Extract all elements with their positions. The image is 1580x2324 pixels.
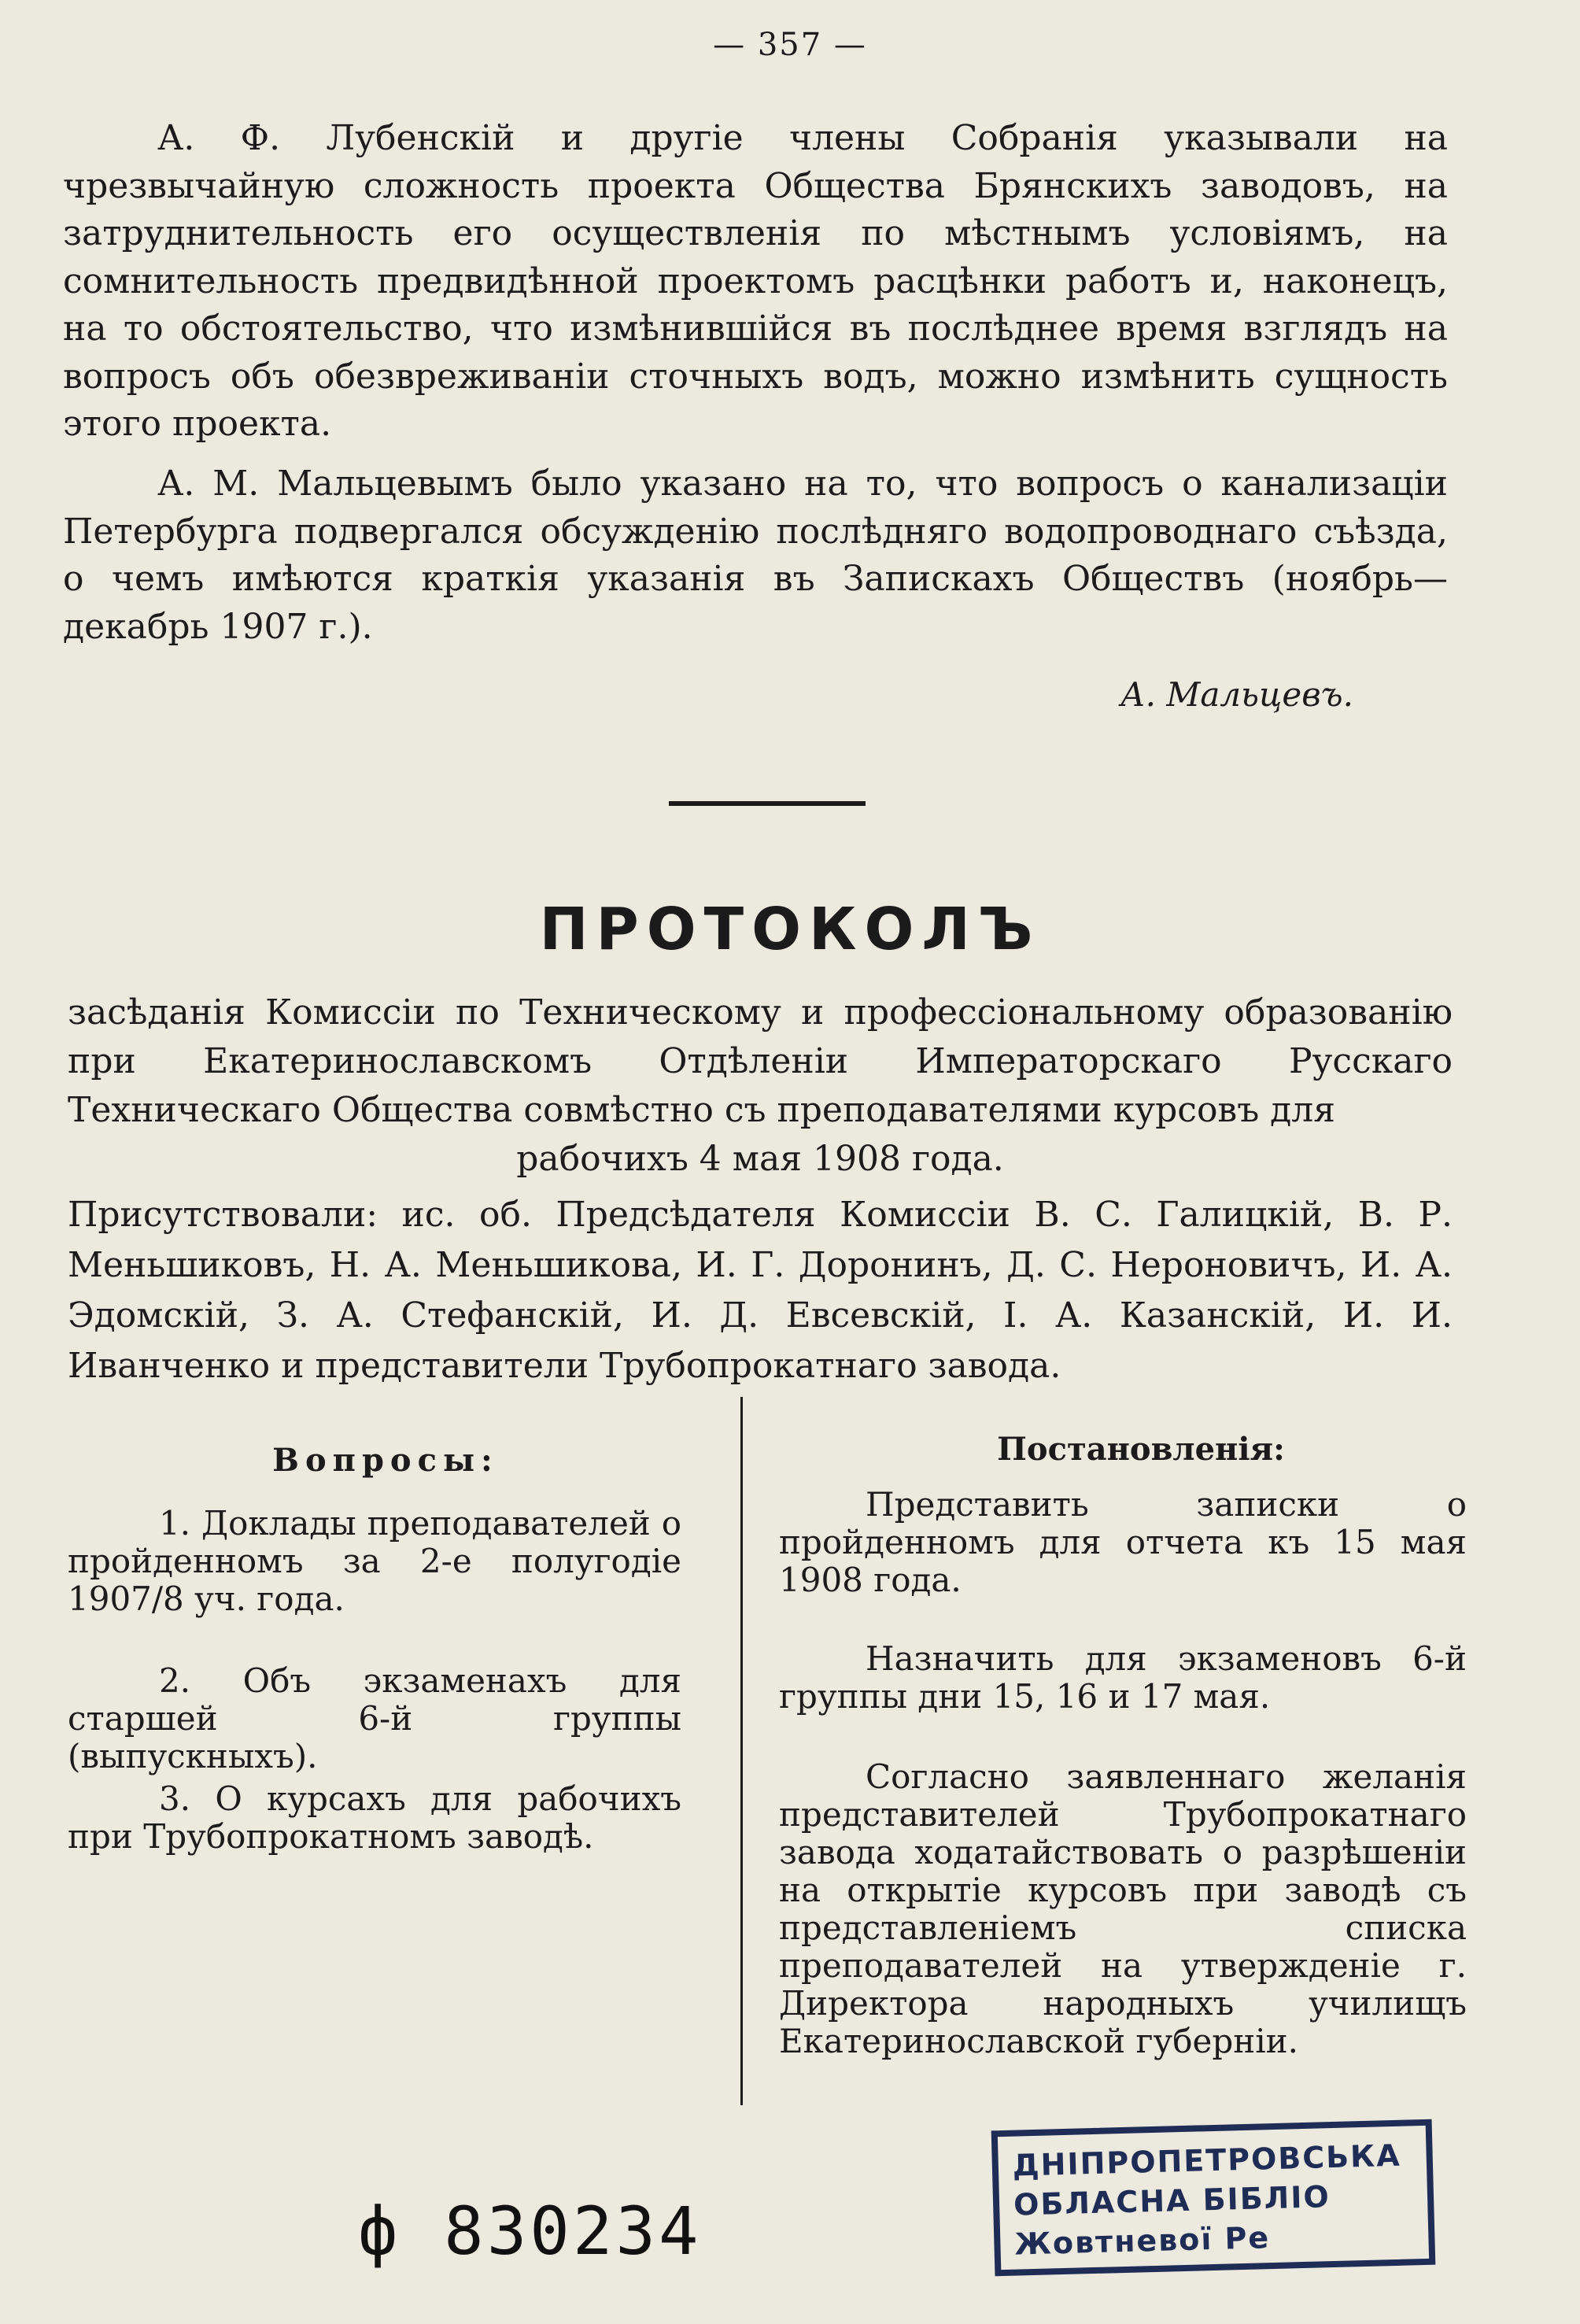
protocol-subtitle-date: рабочихъ 4 мая 1908 года. [516,1139,1004,1179]
questions-heading: Вопросы: [272,1442,499,1479]
question-item: 1. Доклады преподавателей о пройденномъ за 2-е полугодіе 1907/8 уч. года. [68,1504,681,1618]
page-number: — 357 — [713,27,867,63]
protocol-title: ПРОТОКОЛЪ [539,896,1041,963]
paragraph-lubensky: А. Ф. Лубенскій и другіе члены Собранія указывали на чрезвычайную сложность проекта Общества Брянскихъ заводовъ, на затруднительность его осуществленія по мѣстнымъ условіямъ, на сомнительность предвидѣнной проектомъ расцѣнки работъ и, наконецъ, на то обстоятельство, что измѣнившійся въ послѣднее время взглядъ на вопросъ объ обезвреживаніи сточныхъ водъ, можно измѣнить сущность этого проекта. [63,118,1448,444]
decision-item: Назначить для экзаменовъ 6-й группы дни 15, 16 и 17 мая. [779,1639,1467,1716]
column-divider [740,1397,743,2105]
decisions-heading: Постановленія: [997,1431,1285,1468]
protocol-subtitle [68,988,1453,1184]
inventory-number: ф 830234 [358,2193,702,2270]
question-item: 3. О курсахъ для рабочихъ при Трубопрокатномъ заводѣ. [68,1779,681,1856]
stamp-line: ДНІПРОПЕТРОВСЬКА [1012,2137,1402,2183]
attendees: Присутствовали: ис. об. Предсѣдателя Комиссіи В. С. Галицкій, В. Р. Меньшиковъ, Н. А. Меньшикова, И. Г. Доронинъ, Д. С. Нероновичъ, И. А. Эдомскій, З. А. Стефанскій, И. Д. Евсевскій, І. А. Казанскій, И. И. Иванченко и представители Трубопрокатнаго завода. [68,1195,1453,1386]
stamp-line: ОБЛАСНА БІБЛІО [1013,2179,1331,2222]
decision-item: Представить записки о пройденномъ для отчета къ 15 мая 1908 года. [779,1485,1467,1599]
protocol-subtitle-main: засѣданія Комиссіи по Техническому и профессіональному образованію при Екатеринославскомъ Отдѣленіи Императорскаго Русскаго Техническаго Общества совмѣстно съ преподавателями курсовъ для [68,992,1453,1130]
stamp-line: Жовтневої Ре [1013,2220,1271,2262]
question-item: 2. Объ экзаменахъ для старшей 6-й группы (выпускныхъ). [68,1661,681,1775]
section-rule [669,801,866,806]
library-stamp [991,2119,1436,2277]
paragraph-maltsev: А. М. Мальцевымъ было указано на то, что вопросъ о канализаціи Петербурга подвергался обсужденію послѣдняго водопроводнаго съѣзда, о чемъ имѣются краткія указанія въ Запискахъ Обществъ (ноябрь—декабрь 1907 г.). [63,464,1448,647]
decision-item: Согласно заявленнаго желанія представителей Трубопрокатнаго завода ходатайствовать о разрѣшеніи на открытіе курсовъ при заводѣ съ представленіемъ списка преподавателей на утвержденіе г. Директора народныхъ училищъ Екатеринославской губерніи. [779,1757,1467,2060]
signature: А. Мальцевъ. [1120,675,1353,714]
